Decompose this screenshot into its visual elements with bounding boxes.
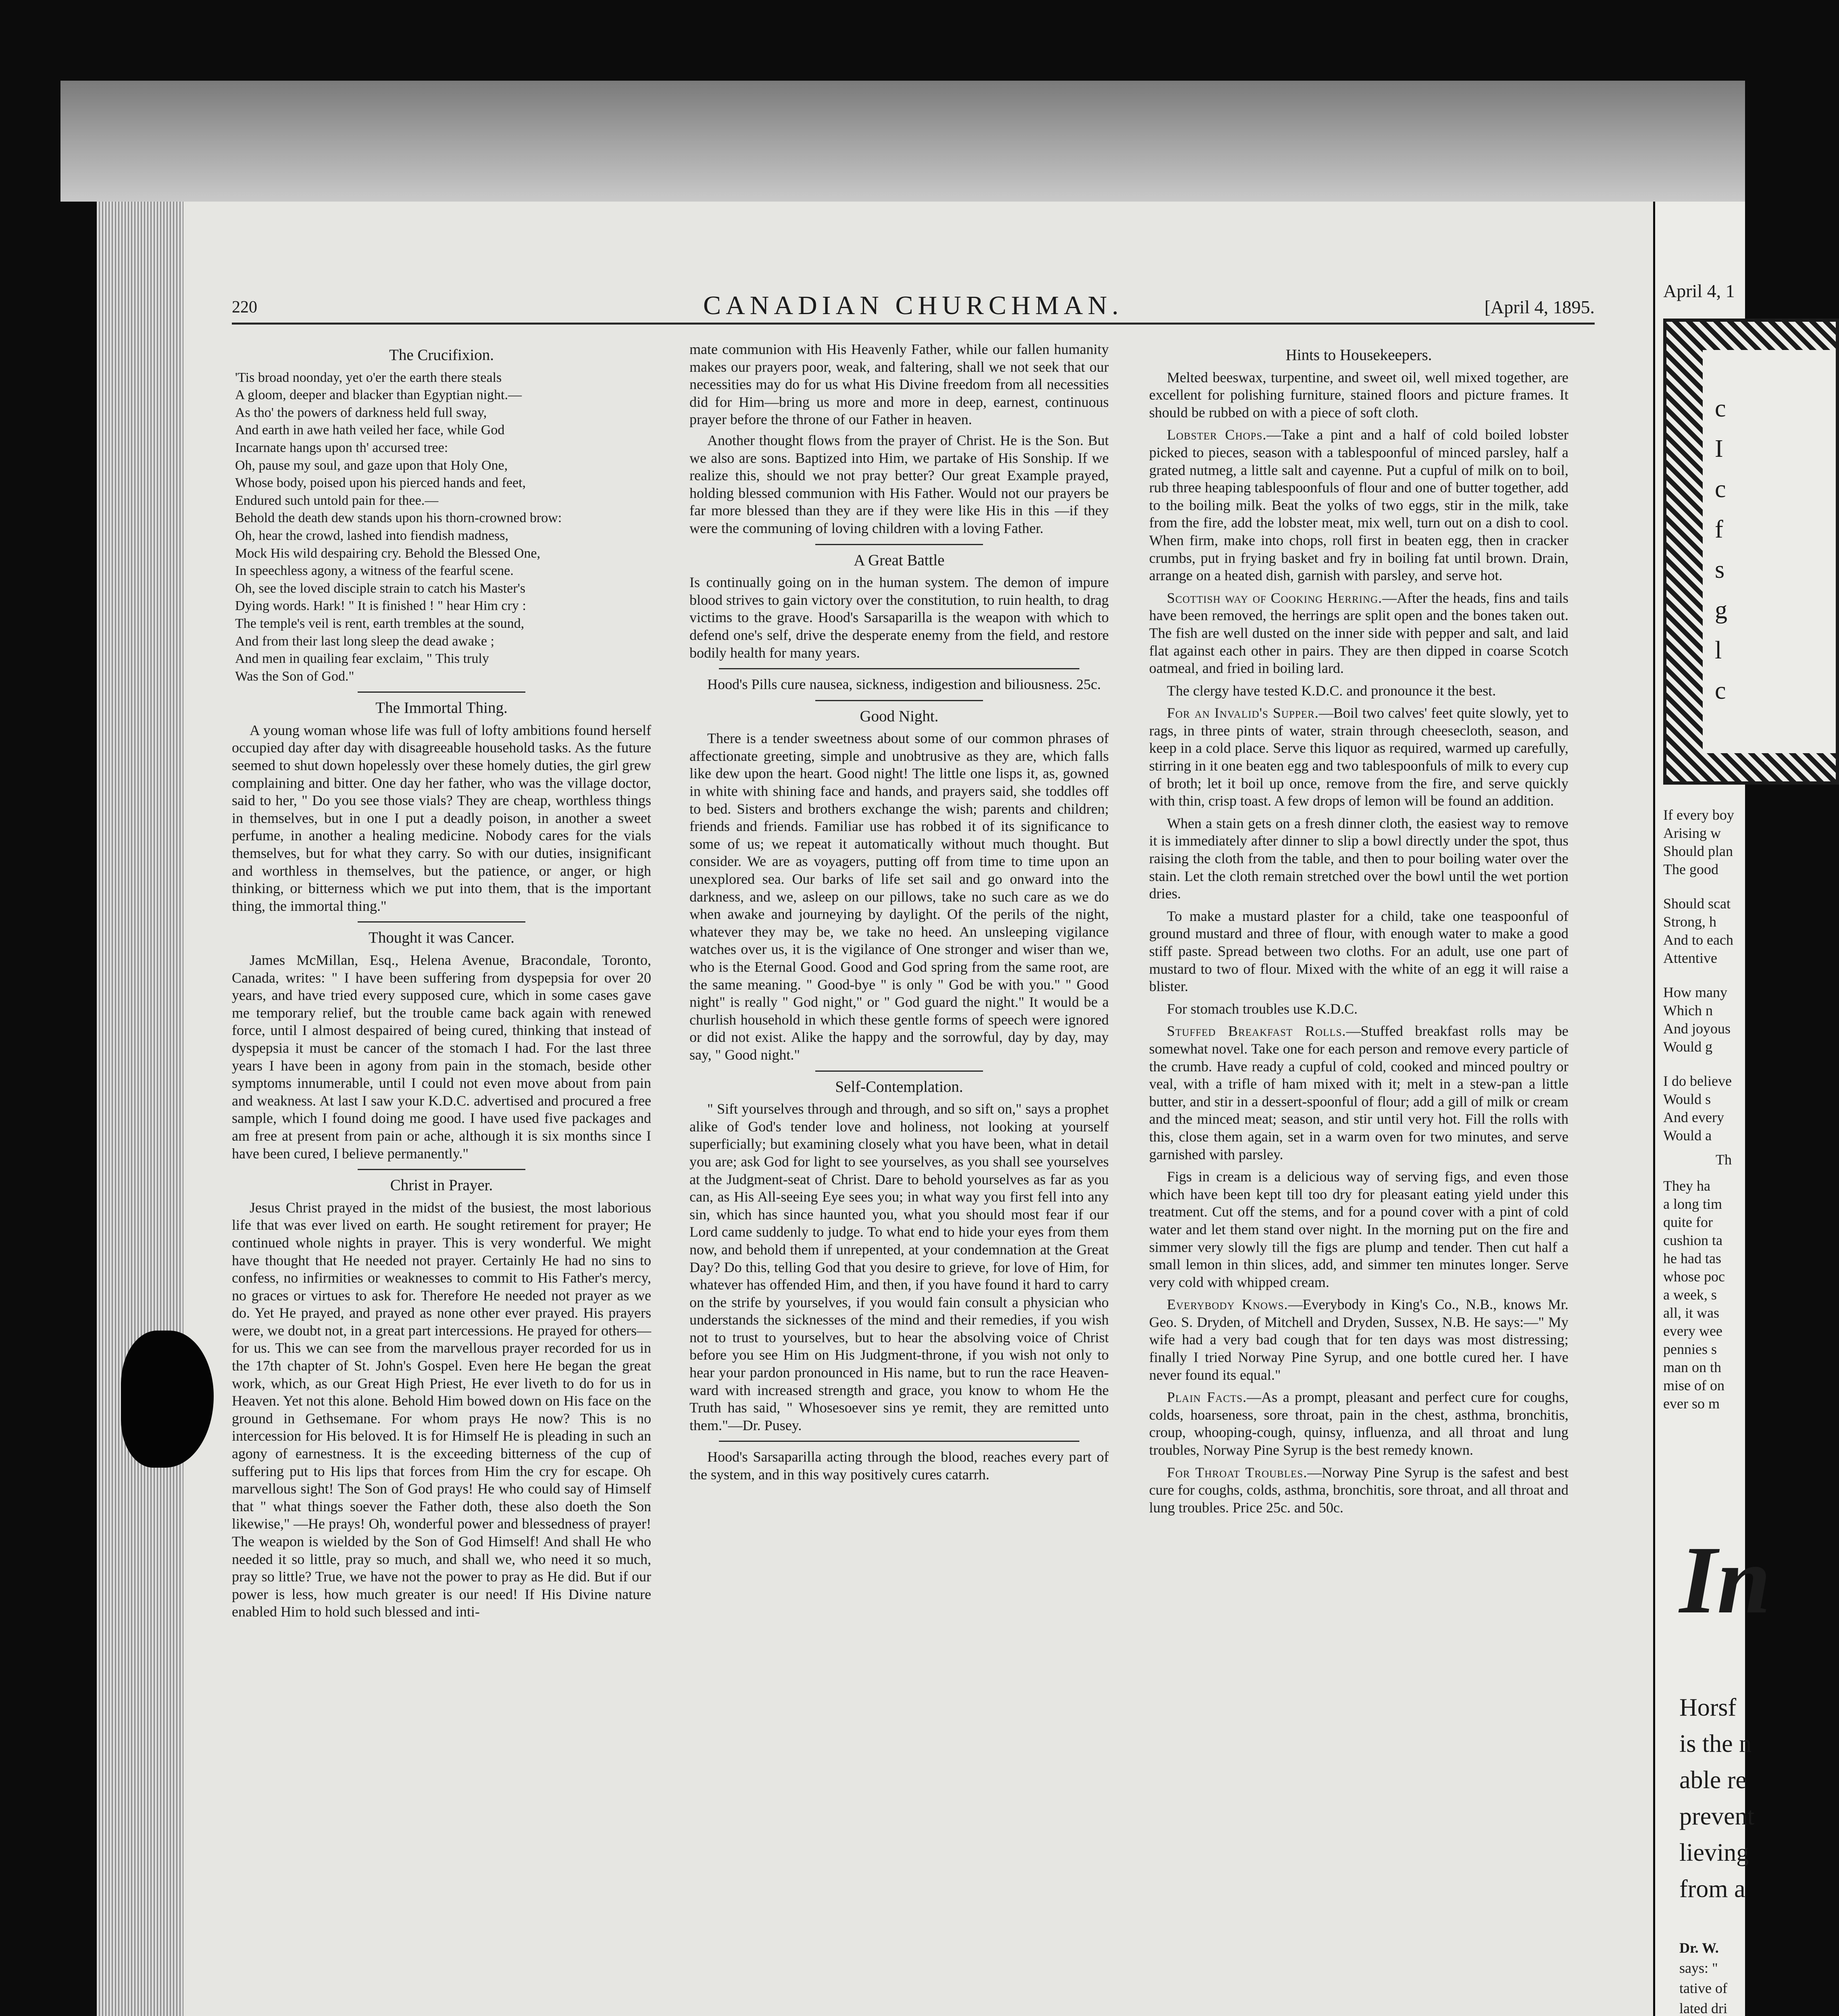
fragment-text: tative of xyxy=(1679,1980,1727,1996)
fragment-text: Which n xyxy=(1663,1002,1713,1018)
hint-text: —Boil two calves' feet quite slowly, yet to rags, in three pints of water, strain through cheesecloth, season, and keep in a cold place. Serve this liquor as required, warmed up carefully, stirring in it one beaten egg and two tablespoonfuls of milk to every cup of broth; let it boil up once, remove from the fire, and serve quickly with thin, crisp toast. A few drops of lemon will be found an addition. xyxy=(1149,705,1568,809)
hint-paragraph xyxy=(1149,704,1568,810)
fragment-text: How many xyxy=(1663,984,1727,1000)
hint-text: —Stuffed breakfast rolls may be somewhat novel. Take one for each person and remove every particle of the crumb. Have ready a cupful of cold, cooked and minced poultry or veal, with a trifle of ham mixed with it; melt in a stew-pan a little butter, and stir in a dessert-spoonful of flour; add a gill of milk or cream and the minced meat; season, and stir until very hot. Fill the rolls with this, close them again, set in a warm oven for two minutes, and serve garnished with parsley. xyxy=(1149,1023,1568,1162)
page-edges xyxy=(97,202,194,2016)
fragment-text: he had tas xyxy=(1663,1250,1721,1266)
hint-paragraph xyxy=(1149,682,1568,700)
article-body: James McMillan, Esq., Helena Avenue, Bracondale, Toronto, Canada, writes: " I have been suffering from dyspepsia for over 20 years, and have tried every supposed cure, which in some cases gave me temporary relief, but the trouble came back again with renewed force, until I almost despaired of being cured, thinking that instead of dyspepsia it must be cancer of the stomach I had. For the last three years I have been in agony from pain in the stomach, beside other symptoms innumerable, until I could not even move about from pain and weakness. At last I saw your K.D.C. advertised and procured a free sample, which I found doing me good. I have used five packages and am free at present from pain or ache, although it is six months since I have been cured, I believe permanently." xyxy=(232,952,651,1162)
hint-lead: Scottish way of Cooking Herring. xyxy=(1167,589,1383,606)
fragment-text: Attentive xyxy=(1663,950,1717,966)
poem-line: Behold the death dew stands upon his thorn-crowned brow: xyxy=(235,510,562,526)
poem-line: Whose body, poised upon his pierced hands and feet, xyxy=(235,475,526,491)
poem-line: Was the Son of God." xyxy=(235,669,354,684)
section-divider xyxy=(815,544,983,545)
hint-paragraph xyxy=(1149,1389,1568,1459)
section-divider xyxy=(358,1169,525,1170)
article-title: Good Night. xyxy=(860,707,939,725)
fragment-text: Strong, h xyxy=(1663,914,1717,930)
hint-paragraph xyxy=(1149,1000,1568,1018)
hint-text: The clergy have tested K.D.C. and pronounce it the best. xyxy=(1167,682,1496,699)
section-divider xyxy=(815,700,983,701)
fragment-text: I do believe xyxy=(1663,1073,1732,1089)
poem-line: Oh, pause my soul, and gaze upon that Holy One, xyxy=(235,458,508,473)
poem-line: The temple's veil is rent, earth trembles at the sound, xyxy=(235,616,525,631)
poem-line: 'Tis broad noonday, yet o'er the earth there steals xyxy=(235,370,502,385)
section-divider xyxy=(358,921,525,923)
hint-lead: Plain Facts. xyxy=(1167,1389,1247,1406)
next-page-fragment xyxy=(1655,202,1771,2016)
hint-text: —Norway Pine Syrup is the safest and best cure for coughs, colds, asthma, bronchitis, sore throat, and all throat and lung troubles. Price 25c. and 50c. xyxy=(1149,1464,1569,1516)
article-title: A Great Battle xyxy=(854,551,945,569)
poem-line: A gloom, deeper and blacker than Egyptian night.— xyxy=(235,387,522,403)
masthead: CANADIAN CHURCHMAN. xyxy=(703,291,1124,320)
fragment-text: whose poc xyxy=(1663,1268,1725,1285)
newspaper-page xyxy=(183,202,1653,2016)
fragment-text: a week, s xyxy=(1663,1287,1717,1303)
fragment-text: able re xyxy=(1679,1766,1747,1794)
fragment-text: c xyxy=(1715,475,1726,503)
fragment-text: f xyxy=(1715,516,1723,543)
hint-paragraph xyxy=(1149,589,1568,677)
hint-lead: For an Invalid's Supper. xyxy=(1167,705,1319,721)
hint-text: To make a mustard plaster for a child, take one teaspoonful of ground mustard and three of flour, with enough water to make a good stiff paste. Spread between two cloths. For an adult, use one part of mustard to two of flour. Mixed with the white of an egg it will raise a blister. xyxy=(1149,908,1568,995)
fragment-text: If every boy xyxy=(1663,807,1734,823)
fragment-text: Should plan xyxy=(1663,843,1733,859)
poem-line: Incarnate hangs upon th' accursed tree: xyxy=(235,440,448,455)
advertisement: Hood's Pills cure nausea, sickness, indigestion and biliousness. 25c. xyxy=(707,676,1101,693)
column-left xyxy=(232,341,651,1624)
fragment-text: prevent xyxy=(1679,1803,1754,1830)
fragment-text: c xyxy=(1715,677,1726,704)
fragment-text: mise of on xyxy=(1663,1377,1724,1393)
fragment-text: Arising w xyxy=(1663,825,1721,841)
fragment-text: ever so m xyxy=(1663,1395,1720,1412)
article-body: " Sift yourselves through and through, and so sift on," says a prophet alike of God's tender love and holiness, not looking at yourself superficially; but examining closely what you have been, what in detail you are; ask God for light to see yourselves, as you shall see yourselves at the Judgment-seat of Christ. Dare to behold yourselves as far as you can, as His All-seeing Eye sees you; in what way you first fell into any sin, which has since haunted you, what you should most fear if our Lord came suddenly to judge. To what end to hide your eyes from them now, and behold them if unrepented, at your condemnation at the Great Day? Do this, telling God that you desire to grieve, for love of Him, for whatever has offended Him, and then, if you have found it hard to carry on the strife by yourselves, if you would fain consult a physician who understands the sicknesses of the mind and their remedies, if you wish not to trust to yourselves, but to hear the absolving voice of Christ before you see Him on His Judgment-throne, if you wish not only to hear your pardon pronounced in His name, but to run the race Heaven-ward with increased strength and grace, you know to whom He the Truth has said, " Whosesoever sins ye remit, they are remitted unto them."—Dr. Pusey. xyxy=(689,1101,1109,1433)
hint-text: Figs in cream is a delicious way of serving figs, and even those which have been kept till too dry for pleasant eating yield under this treatment. Cut off the stems, and for a pound cover with a pint of cold water and let them stand over night. In the morning put on the fire and simmer very slowly till the figs are plump and tender. Then cut half a small lemon in thin slices, add, and simmer ten minutes longer. Serve very cold with whipped cream. xyxy=(1149,1168,1568,1290)
fragment-text: man on th xyxy=(1663,1359,1721,1375)
fragment-text: And joyous xyxy=(1663,1020,1731,1037)
fragment-text: c xyxy=(1715,395,1726,422)
poem-line: Endured such untold pain for thee.— xyxy=(235,493,439,508)
book-top-edge xyxy=(60,81,1745,202)
fragment-text: Th xyxy=(1716,1152,1732,1168)
fragment-text: quite for xyxy=(1663,1214,1713,1230)
article-body: Another thought flows from the prayer of Christ. He is the Son. But we also are sons. Baptized into Him, we partake of His Sonship. If we realize this, should we not pray better? Our great Example prayed, holding blessed communion with His Father. Would not our prayers be far more blessed than they are if they were like His in this —if they were the communing of loving children with a loving Father. xyxy=(689,432,1109,536)
fragment-text: lated dri xyxy=(1679,2000,1727,2016)
fragment-text: says: " xyxy=(1679,1960,1718,1976)
article-body: Jesus Christ prayed in the midst of the busiest, the most laborious life that was ever lived on earth. He sought retirement for prayer; He continued whole nights in prayer. This is very wonderful. We might have thought that He needed not prayer. Certainly He had no sins to confess, no infirmities or weaknesses to commit to His Father's mercy, no graces or virtues to ask for. Therefore He needed not prayer as we do. Yet He prayed, and prayed as none other ever prayed. His prayers were, we doubt not, in a great part intercessions. He prayed for others—for us. This we can see from the marvellous prayer recorded for us in the 17th chapter of St. John's Gospel. Even here He began the great work, which, as our Great High Priest, He ever liveth to do for us in Heaven. Yet not this alone. Behold Him bowed down on His face on the ground in Gethsemane. For whom prays He now? This is no intercession for His beloved. It is for Himself He is pleading in such an agony of earnestness. It is the exceeding bitterness of the cup of suffering put to His lips that forces from Him the cry for escape. Oh marvellous sight! The Son of God prays! He who could say of Himself that " what things soever the Father doth, these also doeth the Son likewise," —He prays! Oh, wonderful power and blessedness of prayer! The weapon is wielded by the Son of God Himself! And shall He who needed it so little, pray so much, and shall we, who need it so much, pray so little? True, we have not the power to pray as He did. But if our power is less, how much greater is our need! If His Divine nature enabled Him to hold such blessed and inti- xyxy=(232,1199,651,1620)
hint-text: Melted beeswax, turpentine, and sweet oil, well mixed together, are excellent for polishing furniture, stained floors and picture frames. It should be rubbed on with a piece of soft cloth. xyxy=(1149,369,1568,421)
fragment-text: And every xyxy=(1663,1109,1724,1125)
hint-text: For stomach troubles use K.D.C. xyxy=(1167,1000,1358,1017)
hint-paragraph xyxy=(1149,1023,1568,1163)
section-divider xyxy=(719,668,1079,669)
poem-line: Oh, see the loved disciple strain to catch his Master's xyxy=(235,581,525,596)
fragment-text: g xyxy=(1715,596,1727,624)
fragment-text: lieving xyxy=(1679,1839,1749,1866)
article-body: There is a tender sweetness about some of our common phrases of affectionate greeting, simple and unobtrusive as they are, which falls like dew upon the heart. Good night! The little one lisps it, as, gowned in white with shining face and hands, and prayers said, she toddles off to bed. Sisters and brothers exchange the wish; parents and children; friends and friends. Familiar use has robbed it of its significance to some of us; we repeat it automatically without much thought. But consider. We are as voyagers, putting off from time to time upon an unexplored sea. Our barks of life set sail and go onward into the darkness, and we, asleep on our pillows, take no such care as we do when awake and journeying by daylight. Of the perils of the night, whatever they may be, we take no heed. An unsleeping vigilance watches over us, it is the vigilance of One stronger and wiser than we, who is the Eternal Good. Good and God spring from the same root, are the same meaning. " Good-bye " is only " God be with you." " Good night" is really " God night," or " God guard the night." It would be a churlish household in which these gentle forms of speech were ignored or did not exist. Alike the happy and the sorrowful, day by day, may say, " Good night." xyxy=(689,730,1109,1063)
hint-text: —As a prompt, pleasant and perfect cure for coughs, colds, hoarseness, sore throat, pain in the chest, asthma, bronchitis, croup, whooping-cough, quinsy, influenza, and all throat and lung troubles, Norway Pine Syrup is the best remedy known. xyxy=(1149,1389,1568,1458)
page-header xyxy=(232,278,1595,325)
article-body: Is continually going on in the human system. The demon of impure blood strives to gain victory over the constitution, to ruin health, to drag victims to the grave. Hood's Sarsaparilla is the weapon with which to defend one's self, drive the desperate enemy from the field, and restore bodily health for many years. xyxy=(689,574,1109,661)
fragment-text: They ha xyxy=(1663,1178,1710,1194)
hint-lead: Lobster Chops. xyxy=(1167,427,1267,443)
fragment-text: Would a xyxy=(1663,1127,1712,1143)
hint-text: —Take a pint and a half of cold boiled lobster picked to pieces, season with a tablespoonful of minced parsley, half a grated nutmeg, a little salt and cayenne. Put a cupful of milk on to boil, rub three heaping tablespoonfuls of flour and one of butter together, add to the boiling milk. Beat the yolks of two eggs, stir in the milk, take from the fire, add the lobster meat, mix well, turn out on a dish to cool. When firm, make into chops, roll first in beaten egg, then in cracker crumbs, put in frying basket and fry in boiling fat until brown. Drain, arrange on a heated dish, garnish with parsley, and serve hot. xyxy=(1149,427,1568,584)
article-body: mate communion with His Heavenly Father, while our fallen humanity makes our prayers poor, weak, and faltering, shall we not seek that our necessities may do for us what His Divine freedom from all necessities did for Him—bring us more and more in deep, earnest, continuous prayer before the throne of our Father in heaven. xyxy=(689,341,1109,428)
hint-lead: Stuffed Breakfast Rolls. xyxy=(1167,1023,1346,1039)
fragment-text: Horsf xyxy=(1679,1694,1737,1721)
article-title: Thought it was Cancer. xyxy=(369,929,514,947)
fragment-text: Should scat xyxy=(1663,896,1731,912)
fragment-text: The good xyxy=(1663,861,1718,877)
fragment-text: Would s xyxy=(1663,1091,1711,1107)
column-right xyxy=(1149,341,1568,1521)
hint-text: —After the heads, fins and tails have been removed, the herrings are split open and the bones taken out. The fish are well dusted on the inner side with pepper and salt, and laid flat against each other in pairs. They are then dipped in coarse Scotch oatmeal, and fried in boiling lard. xyxy=(1149,589,1568,677)
article-title: Hints to Housekeepers. xyxy=(1285,346,1432,364)
hint-paragraph xyxy=(1149,815,1568,903)
fragment-text: cushion ta xyxy=(1663,1232,1722,1248)
column-middle xyxy=(689,341,1109,1487)
section-divider xyxy=(719,1441,1079,1442)
article-title: The Immortal Thing. xyxy=(375,699,508,717)
section-divider xyxy=(815,1070,983,1072)
poem-line: And earth in awe hath veiled her face, while God xyxy=(235,423,505,438)
fragment-text: every wee xyxy=(1663,1323,1722,1339)
poem-line: And from their last long sleep the dead awake ; xyxy=(235,633,494,649)
fragment-text: l xyxy=(1715,637,1722,664)
fragment-text: Would g xyxy=(1663,1039,1713,1055)
hint-paragraph xyxy=(1149,908,1568,996)
hint-paragraph xyxy=(1149,1168,1568,1291)
hint-paragraph xyxy=(1149,1464,1568,1517)
hint-paragraph xyxy=(1149,369,1568,422)
next-page-date: April 4, 1 xyxy=(1663,281,1735,301)
page-number: 220 xyxy=(232,298,257,317)
fragment-text: And to each xyxy=(1663,932,1733,948)
poem-crucifixion xyxy=(235,369,651,685)
fragment-text: I xyxy=(1715,435,1723,462)
advertisement: Hood's Sarsaparilla acting through the blood, reaches every part of the system, and in this way positively cures catarrh. xyxy=(689,1449,1109,1483)
fragment-text: is the n xyxy=(1679,1730,1752,1758)
article-title: The Crucifixion. xyxy=(389,346,494,364)
ornament-panel xyxy=(1703,350,1836,753)
poem-line: Dying words. Hark! " It is finished ! " hear Him cry : xyxy=(235,598,526,614)
hint-paragraph xyxy=(1149,1296,1568,1384)
fragment-text: Dr. W. xyxy=(1679,1940,1719,1956)
fragment-text: pennies s xyxy=(1663,1341,1717,1357)
poem-line: In speechless agony, a witness of the fearful scene. xyxy=(235,563,514,579)
fragment-text: s xyxy=(1715,556,1725,583)
hint-text: When a stain gets on a fresh dinner cloth, the easiest way to remove it is immediately after dinner to slip a bowl directly under the spot, thus raising the cloth from the table, and then to pour boiling water over the stain. Let the cloth remain stretched over the bowl until the wet portion dries. xyxy=(1149,815,1568,902)
poem-line: And men in quailing fear exclaim, " This truly xyxy=(235,651,489,666)
hint-paragraph xyxy=(1149,426,1568,584)
article-title: Christ in Prayer. xyxy=(390,1177,493,1194)
section-divider xyxy=(358,691,525,693)
hint-lead: Everybody Knows. xyxy=(1167,1296,1288,1313)
poem-line: As tho' the powers of darkness held full sway, xyxy=(235,405,487,420)
poem-line: Mock His wild despairing cry. Behold the Blessed One, xyxy=(235,546,540,561)
hint-lead: For Throat Troubles. xyxy=(1167,1464,1308,1481)
fragment-display-text: In xyxy=(1679,1526,1771,1633)
issue-date: [April 4, 1895. xyxy=(1484,297,1595,317)
fragment-text: all, it was xyxy=(1663,1305,1719,1321)
ornament-border-box xyxy=(1663,319,1839,785)
hint-text: —Everybody in King's Co., N.B., knows Mr. Geo. S. Dryden, of Mitchell and Dryden, Sussex, N.B. He says:—" My wife had a very bad cough that for ten days was most distressing; finally I tried Norway Pine Syrup, and one bottle cured her. I have never found its equal." xyxy=(1149,1296,1568,1383)
article-title: Self-Contemplation. xyxy=(835,1078,963,1095)
article-body: A young woman whose life was full of lofty ambitions found herself occupied day after day with disagreeable household tasks. As the future seemed to shut down hopelessly over these homely duties, the girl grew complaining and bitter. One day her father, who was the village doctor, said to her, " Do you see those vials? They are cheap, worthless things in themselves, but in one I put a deadly poison, in another a sweet perfume, in another a healing medicine. Nobody cares for the vials themselves, but for what they carry. So with our duties, insignificant and worthless in themselves, but the patience, or anger, or high thinking, or bitterness which we put into them, that is the important thing, the immortal thing." xyxy=(232,722,651,914)
fragment-text: from a xyxy=(1679,1875,1745,1903)
fragment-text: a long tim xyxy=(1663,1196,1722,1212)
poem-line: Oh, hear the crowd, lashed into fiendish madness, xyxy=(235,528,508,543)
